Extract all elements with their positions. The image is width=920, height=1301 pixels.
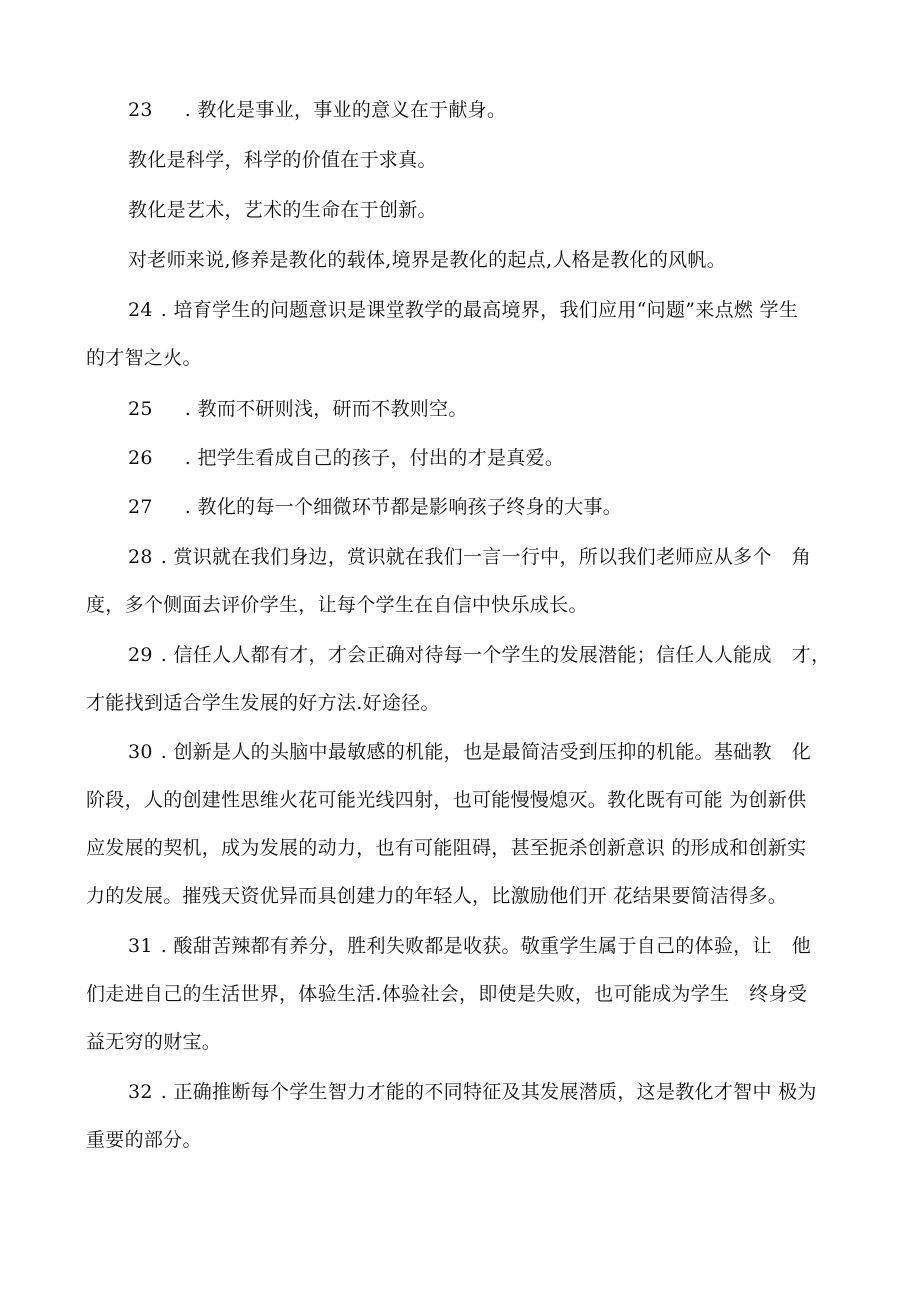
item-32-line-1: 32 . 正确推断每个学生智力才能的不同特征及其发展潜质，这是教化才智中 极为	[128, 1081, 817, 1103]
item-27: 27 . 教化的每一个细微环节都是影响孩子终身的大事。	[128, 496, 623, 518]
item-23-line-4: 对老师来说,修养是教化的载体,境界是教化的起点,人格是教化的风帆。	[128, 249, 727, 271]
item-25: 25 . 教而不研则浅，研而不教则空。	[128, 398, 468, 420]
item-24-line-2: 的才智之火。	[86, 347, 202, 369]
item-26: 26 . 把学生看成自己的孩子，付出的才是真爱。	[128, 447, 565, 469]
item-30-line-3: 应发展的契机，成为发展的动力，也有可能阻碍，甚至扼杀创新意识 的形成和创新实	[86, 837, 807, 859]
item-31-line-2: 们走进自己的生活世界，体验生活.体验社会，即使是失败，也可能成为学生 终身受	[86, 983, 808, 1005]
item-32-line-2: 重要的部分。	[86, 1129, 202, 1151]
item-23-line-2: 教化是科学，科学的价值在于求真。	[128, 149, 437, 171]
item-30-line-2: 阶段，人的创建性思维火花可能光线四射，也可能慢慢熄灭。教化既有可能 为创新供	[86, 789, 807, 811]
item-28-line-1: 28 . 赏识就在我们身边，赏识就在我们一言一行中，所以我们老师应从多个 角	[128, 546, 812, 568]
item-23-line-1: 23 . 教化是事业，事业的意义在于献身。	[128, 99, 507, 121]
item-29-line-1: 29 . 信任人人都有才，才会正确对待每一个学生的发展潜能；信任人人能成 才，	[128, 644, 831, 666]
item-30-line-1: 30 . 创新是人的头脑中最敏感的机能，也是最简洁受到压抑的机能。基础教 化	[128, 741, 812, 763]
item-30-line-4: 力的发展。摧残天资优异而具创建力的年轻人，比激励他们开 花结果要简洁得多。	[86, 885, 788, 907]
item-24-line-1: 24 . 培育学生的问题意识是课堂教学的最高境界，我们应用“问题”来点燃 学生	[128, 299, 799, 321]
item-29-line-2: 才能找到适合学生发展的好方法.好途径。	[86, 692, 440, 714]
item-28-line-2: 度，多个侧面去评价学生，让每个学生在自信中快乐成长。	[86, 594, 588, 616]
item-23-line-3: 教化是艺术，艺术的生命在于创新。	[128, 199, 437, 221]
item-31-line-1: 31 . 酸甜苦辣都有养分，胜利失败都是收获。敬重学生属于自己的体验，让 他	[128, 935, 812, 957]
item-31-line-3: 益无穷的财宝。	[86, 1031, 222, 1053]
